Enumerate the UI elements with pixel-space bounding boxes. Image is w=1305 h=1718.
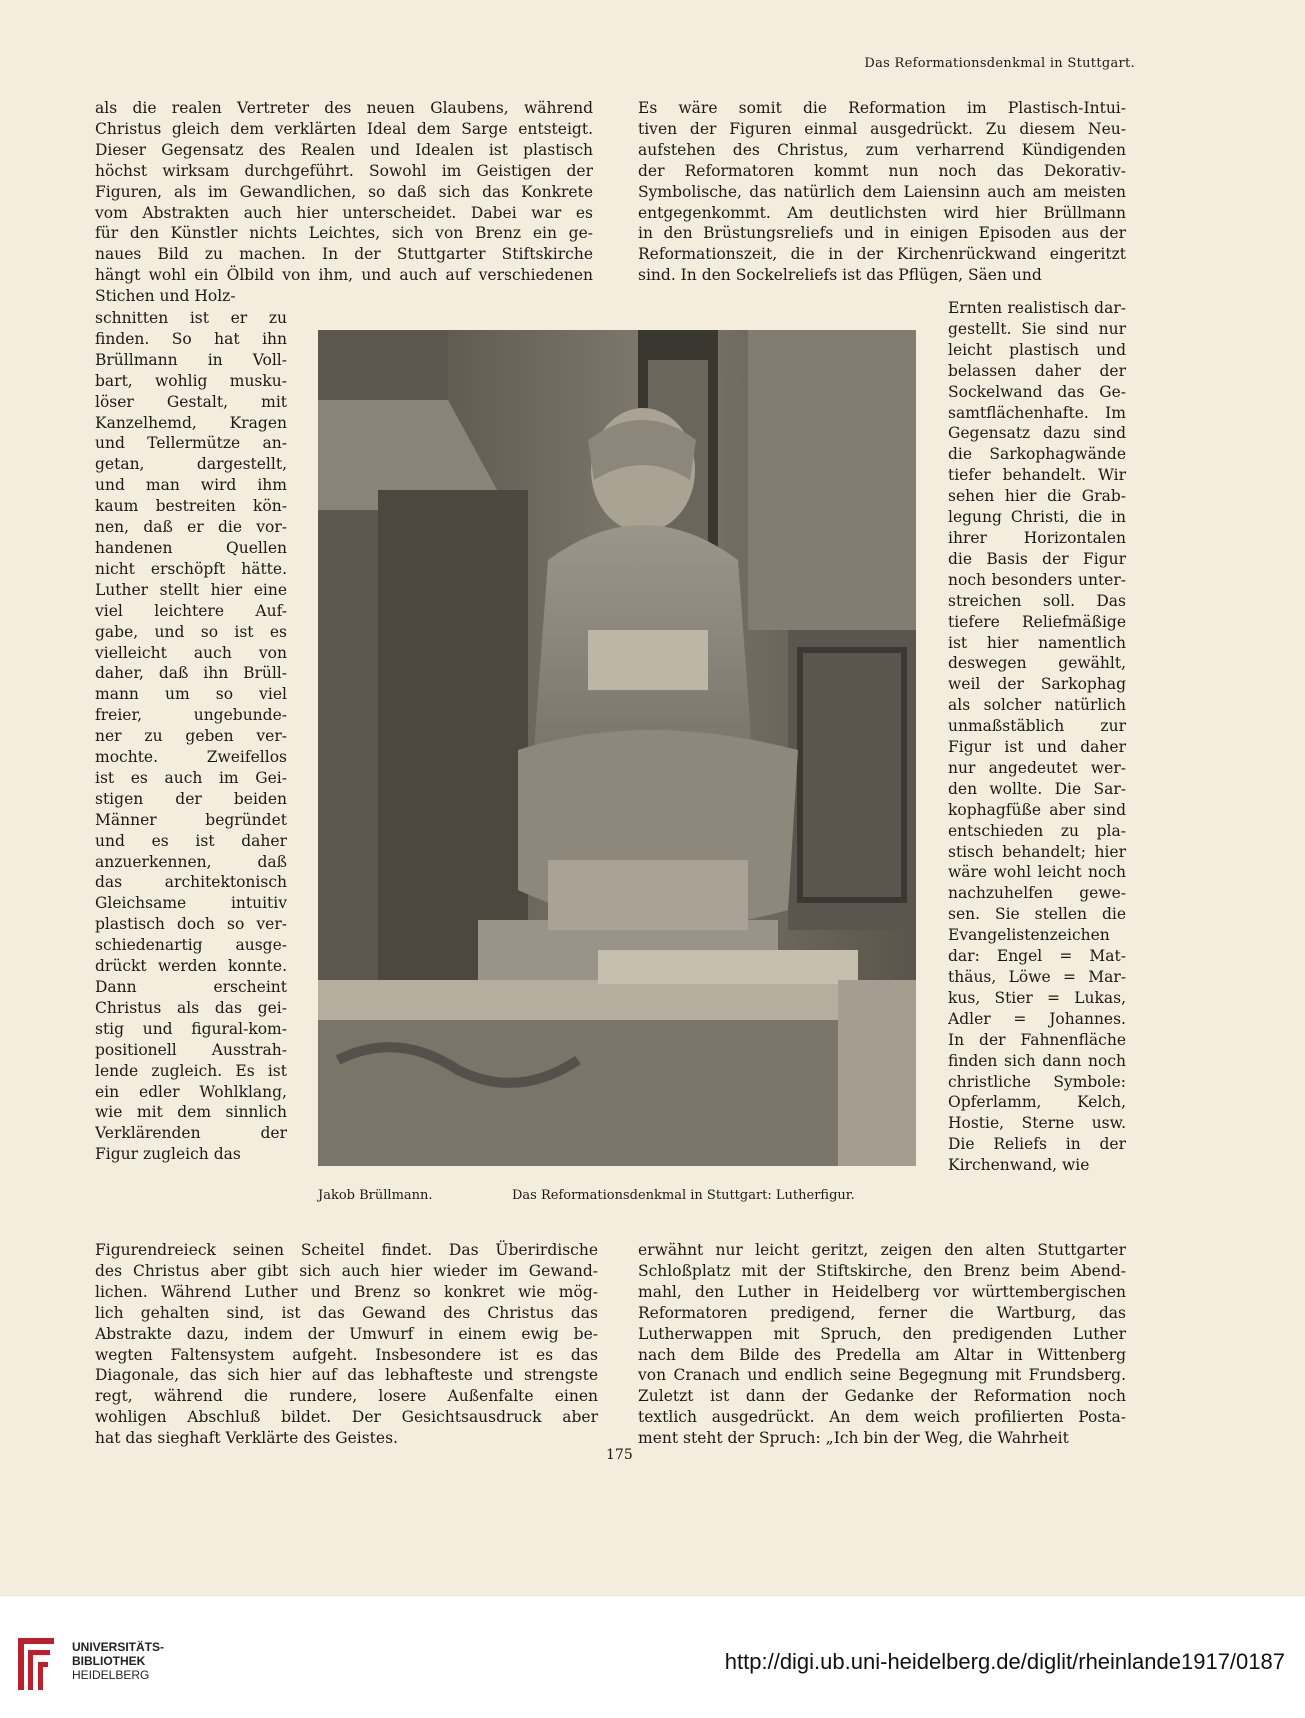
text-line: tiven der Figuren einmal ausgedrückt. Zu diesem Neu-: [638, 119, 1126, 138]
text-line: ist es auch im Gei-: [95, 768, 287, 787]
page-number: 175: [606, 1447, 633, 1463]
text-line: unmaßstäblich zur: [948, 717, 1126, 736]
text-line: Figurendreieck seinen Scheitel findet. Das Überirdische: [95, 1241, 598, 1259]
text-line: aufstehen des Christus, zum verharrend Kündigenden: [638, 140, 1126, 159]
text-line: lichen. Während Luther und Brenz so konkret wie mög-: [95, 1282, 598, 1301]
text-line: Figur zugleich das: [95, 1145, 241, 1164]
text-line: und es ist daher: [95, 831, 287, 850]
text-line: wohligen Abschluß bildet. Der Gesichtsausdruck aber: [95, 1408, 598, 1427]
text-line: Kanzelhemd, Kragen: [95, 413, 287, 432]
text-line: Dann erscheint: [95, 978, 287, 996]
library-footer: [0, 1595, 1305, 1718]
text-line: Dieser Gegensatz des Realen und Idealen ist plastisch: [95, 140, 593, 159]
text-line: Zuletzt ist dann der Gedanke der Reformation noch: [638, 1387, 1126, 1406]
text-line: ein edler Wohlklang,: [95, 1082, 287, 1101]
text-line: hat das sieghaft Verklärte des Geistes.: [95, 1429, 398, 1448]
text-line: schiedenartig ausge-: [95, 936, 287, 955]
text-line: Verklärenden der: [95, 1124, 287, 1143]
text-line: nur angedeutet wer-: [948, 758, 1126, 777]
text-line: belassen daher der: [948, 361, 1126, 380]
text-line: In der Fahnenfläche: [948, 1030, 1126, 1049]
text-line: als die realen Vertreter des neuen Glaubens, während: [95, 99, 593, 117]
text-line: Reformationszeit, die in der Kirchenrückwand eingeritzt: [638, 245, 1126, 264]
figure-title-caption: Das Reformationsdenkmal in Stuttgart: Lutherfigur.: [512, 1188, 855, 1203]
text-line: daher, daß ihn Brüll-: [95, 664, 287, 683]
luther-statue-photo: [318, 330, 916, 1166]
text-line: gabe, und so ist es: [95, 622, 287, 641]
running-header: Das Reformationsdenkmal in Stuttgart.: [864, 56, 1135, 71]
text-line: entgegenkommt. Am deutlichsten wird hier Brüllmann: [638, 203, 1126, 222]
text-line: deswegen gewählt,: [948, 654, 1126, 673]
text-line: positionell Ausstrah-: [95, 1040, 287, 1059]
text-line: Lutherwappen mit Spruch, den predigenden Luther: [638, 1324, 1126, 1343]
text-line: vom Abstrakten auch hier unterscheidet. Dabei war es: [95, 203, 593, 222]
text-line: thäus, Löwe = Mar-: [948, 968, 1126, 986]
text-line: Kirchenwand, wie: [948, 1156, 1090, 1175]
text-line: textlich ausgedrückt. An dem weich profilierten Posta-: [638, 1408, 1126, 1427]
right-column-bottom: [638, 1240, 1126, 1449]
text-line: tiefere Reliefmäßige: [948, 612, 1126, 631]
text-line: von Cranach und endlich seine Begegnung mit Frundsberg.: [638, 1366, 1126, 1385]
text-line: finden sich dann noch: [948, 1051, 1126, 1070]
text-line: wegten Faltensystem aufgeht. Insbesondere ist es das: [95, 1345, 598, 1364]
left-column-narrow: [95, 308, 287, 1165]
text-line: nen, daß er die vor-: [95, 518, 287, 537]
university-library-logo-icon: [14, 1636, 58, 1692]
text-line: sehen hier die Grab-: [948, 487, 1126, 506]
text-line: Hostie, Sterne usw.: [948, 1114, 1126, 1133]
text-line: Gleichsame intuitiv: [95, 894, 287, 913]
text-line: Reformatoren predigend, ferner die Wartburg, das: [638, 1303, 1126, 1322]
text-line: Figuren, als im Gewandlichen, so daß sich das Konkrete: [95, 182, 593, 201]
text-line: schnitten ist er zu: [95, 309, 287, 327]
text-line: samtflächenhafte. Im: [948, 403, 1126, 422]
text-line: die Sarkophagwände: [948, 445, 1126, 464]
text-line: Schloßplatz mit der Stiftskirche, den Brenz beim Abend-: [638, 1261, 1126, 1280]
right-column-narrow: [948, 298, 1126, 1176]
text-line: Abstrakte dazu, indem der Umwurf in einem ewig be-: [95, 1324, 598, 1343]
text-line: Diagonale, das sich hier auf das lebhafteste und strengste: [95, 1366, 598, 1385]
text-line: getan, dargestellt,: [95, 455, 287, 474]
text-line: kaum bestreiten kön-: [95, 497, 287, 516]
library-name-line2: BIBLIOTHEK: [72, 1654, 146, 1668]
text-line: wäre wohl leicht noch: [948, 863, 1126, 882]
right-column-top: [638, 98, 1126, 286]
text-line: handenen Quellen: [95, 538, 287, 557]
text-line: stisch behandelt; hier: [948, 842, 1126, 861]
text-line: sen. Sie stellen die: [948, 905, 1126, 924]
text-line: legung Christi, die in: [948, 508, 1126, 527]
text-line: in den Brüstungsreliefs und in einigen Episoden aus der: [638, 224, 1126, 243]
text-line: mochte. Zweifellos: [95, 748, 287, 767]
text-line: ment steht der Spruch: „Ich bin der Weg, die Wahrheit: [638, 1429, 1069, 1448]
text-line: Gegensatz dazu sind: [948, 424, 1126, 443]
text-line: kophagfüße aber sind: [948, 800, 1126, 819]
text-line: viel leichtere Auf-: [95, 601, 287, 620]
text-line: lich gehalten sind, ist das Gewand des Christus das: [95, 1303, 598, 1322]
library-name: [72, 1640, 164, 1682]
text-line: streichen soll. Das: [948, 591, 1126, 610]
text-line: lende zugleich. Es ist: [95, 1061, 287, 1080]
text-line: freier, ungebunde-: [95, 706, 287, 725]
left-column-top: [95, 98, 593, 307]
text-line: für den Künstler nichts Leichtes, sich von Brenz ein ge-: [95, 224, 593, 243]
text-line: ihrer Horizontalen: [948, 528, 1126, 547]
text-line: noch besonders unter-: [948, 570, 1126, 589]
text-line: Opferlamm, Kelch,: [948, 1093, 1126, 1112]
text-line: als solcher natürlich: [948, 696, 1126, 715]
text-line: ner zu geben ver-: [95, 727, 287, 746]
text-line: stig und figural-kom-: [95, 1019, 287, 1038]
left-column-bottom: [95, 1240, 598, 1449]
text-line: dar: Engel = Mat-: [948, 947, 1126, 966]
library-name-line1: UNIVERSITÄTS-: [72, 1640, 165, 1654]
text-line: Ernten realistisch dar-: [948, 299, 1126, 317]
text-line: naues Bild zu machen. In der Stuttgarter Stiftskirche: [95, 245, 593, 264]
text-line: plastisch doch so ver-: [95, 915, 287, 934]
text-line: sind. In den Sockelreliefs ist das Pflügen, Säen und: [638, 266, 1042, 285]
text-line: stigen der beiden: [95, 789, 287, 808]
text-line: Christus gleich dem verklärten Ideal dem Sarge entsteigt.: [95, 119, 593, 138]
permalink-url[interactable]: http://digi.ub.uni-heidelberg.de/diglit/rheinlande1917/0187: [724, 1649, 1285, 1674]
text-line: erwähnt nur leicht geritzt, zeigen den alten Stuttgarter: [638, 1241, 1126, 1259]
text-line: den wollte. Die Sar-: [948, 779, 1126, 798]
text-line: hängt wohl ein Ölbild von ihm, und auch auf verschiedenen: [95, 266, 593, 285]
text-line: Evangelistenzeichen: [948, 926, 1110, 945]
text-line: tiefer behandelt. Wir: [948, 466, 1126, 485]
text-line: der Reformatoren kommt nun noch das Dekorativ-: [638, 161, 1126, 180]
text-line: des Christus aber gibt sich auch hier wieder im Gewand-: [95, 1261, 598, 1280]
text-line: nicht erschöpft hätte.: [95, 559, 287, 578]
text-line: mahl, den Luther in Heidelberg vor württembergischen: [638, 1282, 1126, 1301]
text-line: christliche Symbole:: [948, 1072, 1126, 1091]
text-line: Symbolische, das natürlich dem Laiensinn auch am meisten: [638, 182, 1126, 201]
figure-artist-caption: Jakob Brüllmann.: [318, 1188, 433, 1203]
text-line: bart, wohlig musku-: [95, 371, 287, 390]
text-line: Männer begründet: [95, 810, 287, 829]
text-line: wie mit dem sinnlich: [95, 1103, 287, 1122]
text-line: und Tellermütze an-: [95, 434, 287, 453]
text-line: Brüllmann in Voll-: [95, 350, 287, 369]
text-line: entschieden zu pla-: [948, 821, 1126, 840]
text-line: Sockelwand das Ge-: [948, 382, 1126, 401]
text-line: Luther stellt hier eine: [95, 580, 287, 599]
text-line: finden. So hat ihn: [95, 329, 287, 348]
text-line: gestellt. Sie sind nur: [948, 319, 1126, 338]
text-line: Figur ist und daher: [948, 738, 1126, 757]
text-line: höchst wirksam durchgeführt. Sowohl im Geistigen der: [95, 161, 593, 180]
text-line: das architektonisch: [95, 873, 287, 892]
text-line: vielleicht auch von: [95, 643, 287, 662]
text-line: anzuerkennen, daß: [95, 852, 287, 871]
text-line: mann um so viel: [95, 685, 287, 704]
text-line: und man wird ihm: [95, 476, 287, 495]
text-line: leicht plastisch und: [948, 340, 1126, 359]
text-line: weil der Sarkophag: [948, 675, 1126, 694]
text-line: regt, während die rundere, losere Außenfalte einen: [95, 1387, 598, 1406]
text-line: kus, Stier = Lukas,: [948, 988, 1126, 1007]
text-line: löser Gestalt, mit: [95, 392, 287, 411]
library-name-line3: HEIDELBERG: [72, 1668, 150, 1682]
text-line: nach dem Bilde des Predella am Altar in Wittenberg: [638, 1345, 1126, 1364]
text-line: die Basis der Figur: [948, 549, 1126, 568]
text-line: ist hier namentlich: [948, 633, 1126, 652]
text-line: drückt werden konnte.: [95, 957, 287, 976]
text-line: Adler = Johannes.: [948, 1009, 1126, 1028]
text-line: nachzuhelfen gewe-: [948, 884, 1126, 903]
text-line: Christus als das gei-: [95, 998, 287, 1017]
text-line: Stichen und Holz-: [95, 287, 236, 306]
text-line: Es wäre somit die Reformation im Plastisch-Intui-: [638, 99, 1126, 117]
text-line: Die Reliefs in der: [948, 1135, 1126, 1154]
